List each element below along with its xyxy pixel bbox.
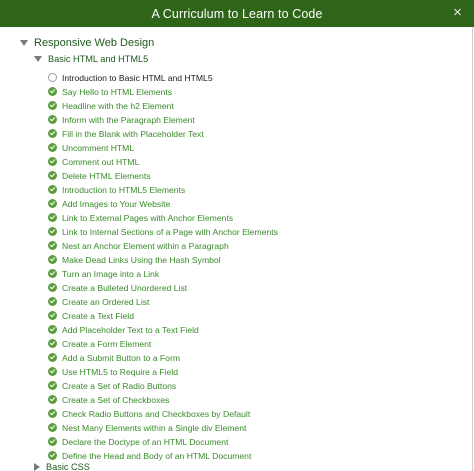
challenge-item[interactable] [48, 225, 278, 238]
challenge-title: Headline with the h2 Element [62, 100, 174, 111]
completed-check-icon [48, 311, 57, 320]
challenge-title: Introduction to HTML5 Elements [62, 184, 186, 195]
challenge-title: Add Images to Your Website [62, 198, 171, 209]
header-bar [0, 0, 474, 27]
collapsed-caret-icon[interactable] [34, 463, 40, 471]
challenge-item[interactable] [48, 309, 134, 322]
completed-check-icon [48, 283, 57, 292]
completed-check-icon [48, 395, 57, 404]
next-block-row[interactable] [34, 462, 90, 471]
challenge-title: Say Hello to HTML Elements [62, 86, 173, 97]
completed-check-icon [48, 409, 57, 418]
completed-check-icon [48, 325, 57, 334]
challenge-title: Use HTML5 to Require a Field [62, 366, 179, 377]
challenge-title: Check Radio Buttons and Checkboxes by Default [62, 408, 251, 419]
challenge-title: Create an Ordered List [62, 296, 150, 307]
challenge-item[interactable] [48, 197, 170, 210]
challenge-title: Create a Set of Checkboxes [62, 394, 170, 405]
challenge-item[interactable] [48, 127, 204, 140]
completed-check-icon [48, 255, 57, 264]
challenge-item[interactable] [48, 169, 151, 182]
completed-check-icon [48, 185, 57, 194]
challenge-item[interactable] [48, 155, 139, 168]
challenge-title: Fill in the Blank with Placeholder Text [62, 128, 204, 139]
challenge-item[interactable] [48, 183, 185, 196]
challenge-item[interactable] [48, 99, 174, 112]
challenge-item[interactable] [48, 281, 187, 294]
curriculum-tree-pane[interactable] [0, 27, 473, 471]
challenge-title: Delete HTML Elements [62, 170, 151, 181]
completed-check-icon [48, 157, 57, 166]
incomplete-circle-icon [48, 73, 57, 82]
certification-title: Responsive Web Design [34, 37, 155, 49]
completed-check-icon [48, 227, 57, 236]
completed-check-icon [48, 297, 57, 306]
challenge-item[interactable] [48, 379, 176, 392]
challenge-title: Introduction to Basic HTML and HTML5 [62, 72, 213, 83]
completed-check-icon [48, 269, 57, 278]
challenge-title: Create a Bulleted Unordered List [62, 282, 188, 293]
challenge-title: Make Dead Links Using the Hash Symbol [62, 254, 221, 265]
close-icon[interactable]: × [453, 4, 462, 21]
completed-check-icon [48, 143, 57, 152]
challenge-title: Nest an Anchor Element within a Paragraph [62, 240, 229, 251]
challenge-item[interactable] [48, 351, 180, 364]
completed-check-icon [48, 451, 57, 460]
challenge-title: Inform with the Paragraph Element [62, 114, 195, 125]
completed-check-icon [48, 241, 57, 250]
expanded-caret-icon[interactable] [20, 40, 28, 46]
challenge-item[interactable] [48, 421, 246, 434]
challenge-item[interactable] [48, 85, 172, 98]
challenge-title: Link to External Pages with Anchor Elements [62, 212, 234, 223]
completed-check-icon [48, 87, 57, 96]
challenge-item[interactable] [48, 113, 195, 126]
challenge-title: Declare the Doctype of an HTML Document [62, 436, 229, 447]
completed-check-icon [48, 381, 57, 390]
challenge-title: Add a Submit Button to a Form [62, 352, 180, 363]
challenge-title: Turn an Image into a Link [62, 268, 160, 279]
challenge-title: Uncomment HTML [62, 142, 135, 153]
completed-check-icon [48, 171, 57, 180]
challenge-title: Define the Head and Body of an HTML Document [62, 450, 252, 461]
challenge-item[interactable] [48, 295, 149, 308]
challenge-item[interactable] [48, 141, 134, 154]
completed-check-icon [48, 101, 57, 110]
challenge-item[interactable] [48, 449, 251, 462]
challenge-item[interactable] [48, 337, 151, 350]
challenge-item[interactable] [48, 239, 229, 252]
challenge-title: Create a Text Field [62, 310, 134, 321]
challenge-title: Add Placeholder Text to a Text Field [62, 324, 199, 335]
completed-check-icon [48, 339, 57, 348]
block-title: Basic HTML and HTML5 [48, 54, 149, 64]
header-title: A Curriculum to Learn to Code [151, 6, 323, 21]
challenge-item[interactable] [48, 253, 221, 266]
certification-row[interactable] [20, 37, 154, 49]
next-block-title: Basic CSS [46, 462, 90, 471]
completed-check-icon [48, 367, 57, 376]
challenge-title: Create a Set of Radio Buttons [62, 380, 177, 391]
challenge-item[interactable] [48, 211, 233, 224]
challenge-title: Nest Many Elements within a Single div Element [62, 422, 247, 433]
expanded-caret-icon[interactable] [34, 56, 42, 62]
challenge-item[interactable] [48, 435, 228, 448]
challenge-title: Create a Form Element [62, 338, 152, 349]
challenge-item[interactable] [48, 407, 250, 420]
completed-check-icon [48, 213, 57, 222]
completed-check-icon [48, 423, 57, 432]
challenge-item[interactable] [48, 267, 159, 280]
completed-check-icon [48, 353, 57, 362]
completed-check-icon [48, 199, 57, 208]
challenge-item[interactable] [48, 71, 213, 84]
completed-check-icon [48, 437, 57, 446]
completed-check-icon [48, 129, 57, 138]
challenge-title: Link to Internal Sections of a Page with Anchor Elements [62, 226, 278, 237]
challenge-item[interactable] [48, 323, 199, 336]
challenge-item[interactable] [48, 365, 178, 378]
challenge-title: Comment out HTML [62, 156, 140, 167]
completed-check-icon [48, 115, 57, 124]
block-row[interactable] [34, 54, 148, 64]
challenge-item[interactable] [48, 393, 169, 406]
